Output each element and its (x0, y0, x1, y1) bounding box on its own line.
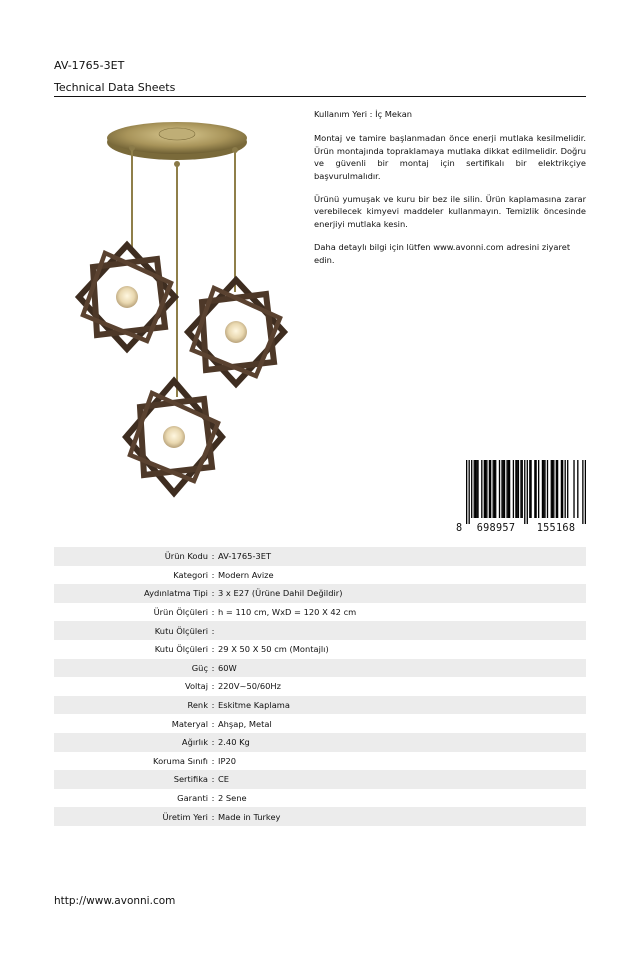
barcode-bar (490, 460, 491, 518)
barcode-bar (474, 460, 475, 518)
spec-row (54, 584, 586, 603)
barcode-bar (543, 460, 544, 518)
barcode-bar (542, 460, 543, 518)
spec-label: Garanti (177, 793, 208, 804)
barcode-bar (557, 460, 558, 518)
barcode-first-digit: 8 (456, 523, 463, 534)
barcode-bar (513, 460, 514, 518)
barcode-bar (522, 460, 523, 518)
barcode-bar (503, 460, 504, 518)
spec-row (54, 603, 586, 622)
spec-separator: : (211, 607, 215, 618)
spec-value: 3 x E27 (Ürüne Dahil Değildir) (218, 588, 343, 599)
spec-separator: : (211, 774, 215, 785)
spec-value: CE (218, 774, 230, 785)
barcode-bar (504, 460, 505, 518)
spec-row (54, 566, 586, 585)
spec-separator: : (211, 811, 215, 822)
barcode-bar (494, 460, 495, 518)
spec-separator: : (211, 681, 215, 692)
barcode-bar (508, 460, 509, 518)
spec-separator: : (211, 551, 215, 562)
spec-label: Ağırlık (181, 737, 208, 748)
barcode-bar (573, 460, 574, 518)
spec-label: Materyal (171, 718, 208, 729)
barcode-bar (524, 460, 525, 524)
barcode-bar (577, 460, 578, 518)
spec-row (54, 696, 586, 715)
spec-label: Sertifika (173, 774, 208, 785)
spec-value: 29 X 50 X 50 cm (Montajlı) (218, 644, 329, 655)
barcode-bar (489, 460, 490, 518)
product-info (314, 108, 586, 277)
barcode-bar (476, 460, 477, 518)
spec-separator: : (211, 737, 215, 748)
spec-label: Ürün Ölçüleri (153, 607, 208, 618)
barcode-bar (486, 460, 487, 518)
spec-row (54, 733, 586, 752)
spec-separator: : (211, 662, 215, 673)
barcode-bar (547, 460, 548, 518)
spec-table (54, 547, 586, 826)
barcode-bar (585, 460, 586, 524)
document-header (54, 58, 586, 96)
barcode-bar (484, 460, 485, 518)
spec-separator: : (211, 793, 215, 804)
spec-separator: : (211, 625, 215, 636)
spec-row (54, 789, 586, 808)
spec-separator: : (211, 569, 215, 580)
spec-value: AV-1765-3ET (218, 551, 272, 562)
barcode-bar (477, 460, 478, 518)
barcode-bar (535, 460, 536, 518)
installation-warning: Montaj ve tamire başlanmadan önce enerji mutlaka kesilmelidir. Ürün montajında topraklamaya mutlaka dikkat edilmelidir. Doğru ve güvenli bir montaj için sertifikalı bir elektrikçiye başvurulmalıdır. (314, 133, 586, 181)
spec-row (54, 677, 586, 696)
spec-value: Modern Avize (218, 569, 274, 580)
spec-row (54, 752, 586, 771)
barcode-bar (515, 460, 516, 518)
spec-label: Güç (191, 662, 208, 673)
barcode-bar (562, 460, 563, 518)
spec-row (54, 807, 586, 826)
barcode-bar (475, 460, 476, 518)
spec-row (54, 640, 586, 659)
header-divider (54, 96, 586, 97)
spec-label: Voltaj (184, 681, 208, 692)
barcode-bar (561, 460, 562, 518)
usage-location: Kullanım Yeri : İç Mekan (314, 109, 413, 119)
spec-label: Üretim Yeri (162, 811, 208, 822)
barcode-bar (553, 460, 554, 518)
barcode-bar (499, 460, 500, 518)
barcode-bar (567, 460, 568, 518)
spec-value: 220V~50/60Hz (218, 681, 281, 692)
spec-label: Kategori (173, 569, 208, 580)
barcode-bar (509, 460, 510, 518)
barcode-bar (517, 460, 518, 518)
barcode-bar (552, 460, 553, 518)
spec-label: Renk (187, 700, 208, 711)
spec-label: Aydınlatma Tipi (144, 588, 208, 599)
barcode-bar (485, 460, 486, 518)
spec-value: Made in Turkey (218, 811, 281, 822)
spec-row (54, 659, 586, 678)
spec-label: Koruma Sınıfı (153, 755, 208, 766)
spec-row (54, 770, 586, 789)
barcode-bar (495, 460, 496, 518)
product-image (70, 112, 300, 507)
spec-value: 2.40 Kg (218, 737, 250, 748)
barcode-bar (506, 460, 507, 518)
barcode-bar (529, 460, 530, 518)
barcode-bars (456, 460, 586, 524)
barcode-bar (538, 460, 539, 518)
website-note: Daha detaylı bilgi için lütfen www.avonni.com adresini ziyaret edin. (314, 242, 571, 265)
barcode (456, 460, 586, 538)
barcode-bar (481, 460, 482, 518)
barcode-bar (530, 460, 531, 518)
spec-value: 60W (218, 662, 237, 673)
barcode-bar (551, 460, 552, 518)
spec-value: Ahşap, Metal (218, 718, 272, 729)
barcode-bar (469, 460, 470, 524)
spec-row (54, 714, 586, 733)
barcode-bar (493, 460, 494, 518)
product-code-title: AV-1765-3ET (54, 59, 125, 72)
spec-label: Kutu Ölçüleri (154, 644, 208, 655)
cleaning-instructions: Ürünü yumuşak ve kuru bir bez ile silin. Ürün kaplamasına zarar verebilecek kimyevi maddeler kullanmayın. Temizlik öncesinde enerjiyi mutlaka kesin. (314, 194, 586, 229)
spec-separator: : (211, 644, 215, 655)
spec-value: h = 110 cm, WxD = 120 X 42 cm (218, 607, 357, 618)
barcode-number (456, 523, 586, 535)
spec-row (54, 621, 586, 640)
barcode-bar (471, 460, 472, 518)
document-subtitle: Technical Data Sheets (54, 81, 176, 94)
spec-value: Eskitme Kaplama (218, 700, 290, 711)
spec-value: IP20 (218, 755, 237, 766)
barcode-bar (582, 460, 583, 524)
spec-separator: : (211, 700, 215, 711)
barcode-bar (518, 460, 519, 518)
spec-separator: : (211, 755, 215, 766)
barcode-bar (544, 460, 545, 518)
spec-separator: : (211, 718, 215, 729)
barcode-bar (520, 460, 521, 518)
barcode-left-group: 698957 (476, 523, 516, 534)
barcode-bar (565, 460, 566, 518)
barcode-bar (501, 460, 502, 518)
spec-value: 2 Sene (218, 793, 247, 804)
barcode-bar (527, 460, 528, 524)
barcode-right-group: 155168 (536, 523, 576, 534)
spec-separator: : (211, 588, 215, 599)
barcode-bar (534, 460, 535, 518)
spec-label: Kutu Ölçüleri (154, 625, 208, 636)
barcode-bar (466, 460, 467, 524)
spec-label: Ürün Kodu (164, 551, 208, 562)
spec-row (54, 547, 586, 566)
barcode-bar (556, 460, 557, 518)
footer-url: http://www.avonni.com (54, 895, 176, 907)
